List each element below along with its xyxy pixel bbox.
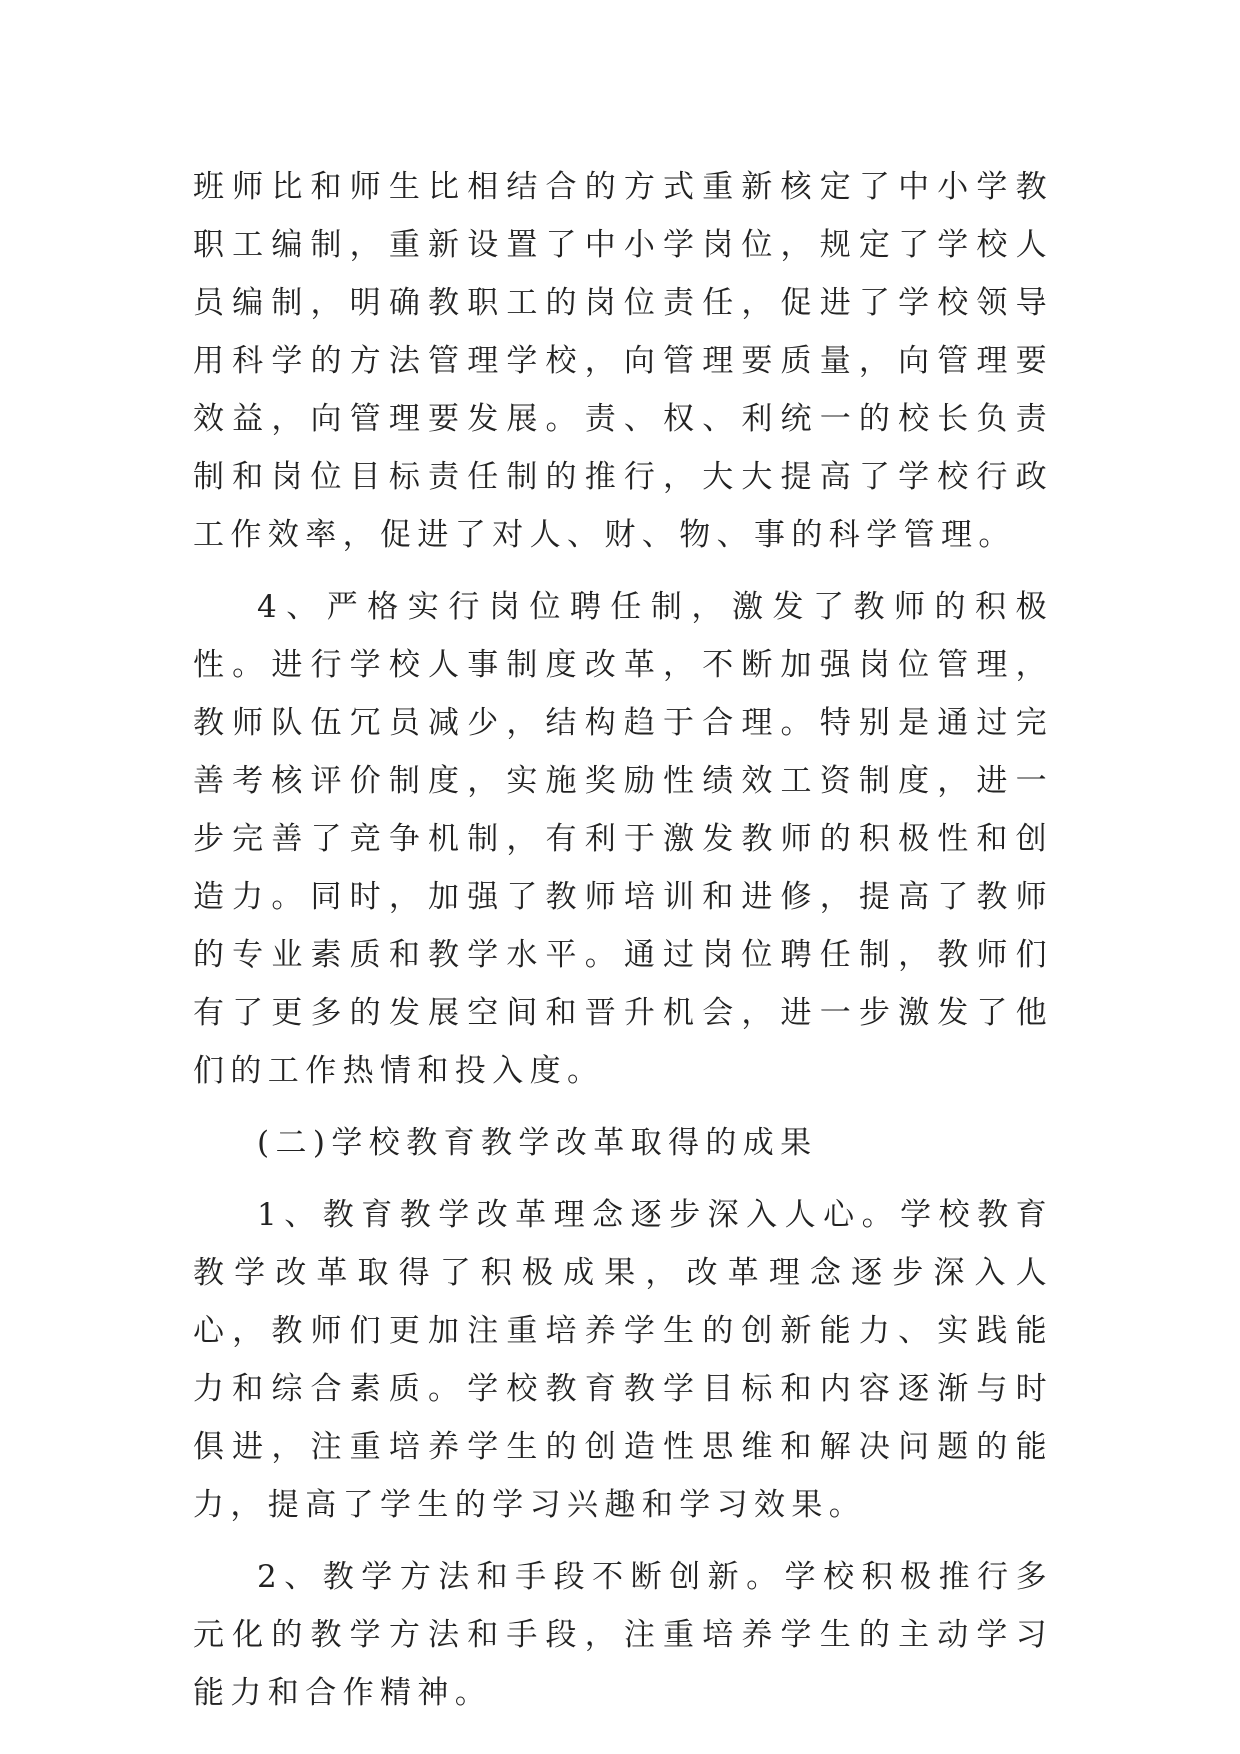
document-body (193, 158, 1053, 1722)
section-heading-teaching-reform: (二)学校教育教学改革取得的成果 (257, 1125, 818, 1161)
paragraph-staffing-reform: 班师比和师生比相结合的方式重新核定了中小学教职工编制，重新设置了中小学岗位，规定了学校人员编制，明确教职工的岗位责任，促进了学校领导用科学的方法管理学校，向管理要质量，向管理要效益，向管理要发展。责、权、利统一的校长负责制和岗位目标责任制的推行，大大提高了学校行政工作效率，促进了对人、财、物、事的科学管理。 (193, 169, 1053, 553)
paragraph-post-appointment: 4、严格实行岗位聘任制，激发了教师的积极性。进行学校人事制度改革，不断加强岗位管理，教师队伍冗员减少，结构趋于合理。特别是通过完善考核评价制度，实施奖励性绩效工资制度，进一步完善了竞争机制，有利于激发教师的积极性和创造力。同时，加强了教师培训和进修，提高了教师的专业素质和教学水平。通过岗位聘任制，教师们有了更多的发展空间和晋升机会，进一步激发了他们的工作热情和投入度。 (193, 589, 1053, 1089)
paragraph-teaching-methods: 2、教学方法和手段不断创新。学校积极推行多元化的教学方法和手段，注重培养学生的主动学习能力和合作精神。 (193, 1559, 1053, 1711)
paragraph-reform-concepts: 1、教育教学改革理念逐步深入人心。学校教育教学改革取得了积极成果，改革理念逐步深入人心，教师们更加注重培养学生的创新能力、实践能力和综合素质。学校教育教学目标和内容逐渐与时俱进，注重培养学生的创造性思维和解决问题的能力，提高了学生的学习兴趣和学习效果。 (193, 1197, 1053, 1523)
